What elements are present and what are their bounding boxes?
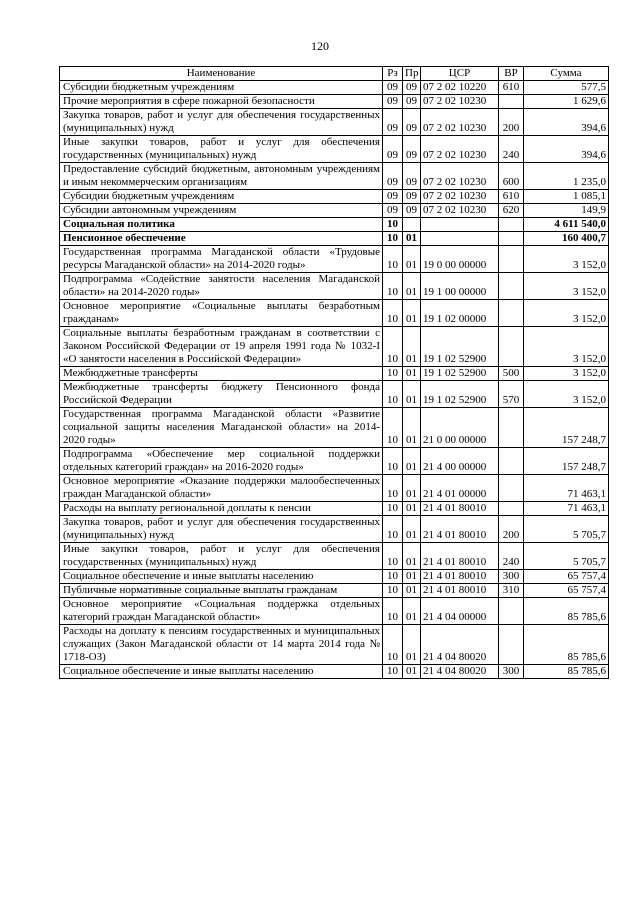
cell-rz: 10 (383, 367, 403, 381)
cell-name: Основное мероприятие «Социальная поддержка отдельных категорий граждан Магаданской области» (60, 598, 383, 625)
cell-csr: 19 1 02 52900 (421, 327, 499, 367)
cell-pr: 01 (403, 502, 421, 516)
cell-csr: 21 4 04 80020 (421, 665, 499, 679)
cell-vr: 610 (499, 190, 524, 204)
cell-vr (499, 300, 524, 327)
cell-csr: 19 1 02 52900 (421, 381, 499, 408)
cell-pr: 09 (403, 136, 421, 163)
cell-pr: 01 (403, 448, 421, 475)
cell-pr: 09 (403, 109, 421, 136)
cell-vr: 500 (499, 367, 524, 381)
cell-csr: 21 4 01 00000 (421, 475, 499, 502)
cell-name: Социальные выплаты безработным гражданам в соответствии с Законом Российской Федерации от 19 апреля 1991 года № 1032-I «О занятости населения в Российской Федерации» (60, 327, 383, 367)
cell-rz: 10 (383, 232, 403, 246)
cell-name: Прочие мероприятия в сфере пожарной безопасности (60, 95, 383, 109)
cell-vr: 200 (499, 109, 524, 136)
table-row (60, 665, 609, 679)
cell-vr (499, 232, 524, 246)
cell-csr: 19 1 00 00000 (421, 273, 499, 300)
cell-csr: 21 4 00 00000 (421, 448, 499, 475)
cell-name: Социальное обеспечение и иные выплаты населению (60, 665, 383, 679)
page-number: 120 (311, 39, 329, 53)
cell-vr (499, 408, 524, 448)
cell-name: Расходы на доплату к пенсиям государственных и муниципальных служащих (Закон Магаданской области от 14 марта 2014 года № 1718-ОЗ) (60, 625, 383, 665)
cell-pr: 01 (403, 665, 421, 679)
cell-rz: 09 (383, 190, 403, 204)
cell-name: Субсидии бюджетным учреждениям (60, 190, 383, 204)
cell-csr: 07 2 02 10230 (421, 204, 499, 218)
cell-pr: 01 (403, 367, 421, 381)
cell-rz: 10 (383, 448, 403, 475)
cell-pr: 01 (403, 475, 421, 502)
cell-csr: 07 2 02 10230 (421, 109, 499, 136)
cell-pr: 09 (403, 81, 421, 95)
cell-rz: 10 (383, 273, 403, 300)
cell-rz: 09 (383, 163, 403, 190)
table-row (60, 232, 609, 246)
header-csr: ЦСР (421, 67, 499, 81)
table-row (60, 475, 609, 502)
cell-csr: 21 0 00 00000 (421, 408, 499, 448)
cell-vr: 240 (499, 543, 524, 570)
cell-rz: 10 (383, 543, 403, 570)
cell-rz: 10 (383, 381, 403, 408)
cell-name: Государственная программа Магаданской области «Развитие социальной защиты населения Магаданской области» на 2014-2020 годы» (60, 408, 383, 448)
cell-sum: 3 152,0 (524, 367, 609, 381)
cell-rz: 10 (383, 327, 403, 367)
cell-sum: 3 152,0 (524, 273, 609, 300)
cell-name: Субсидии бюджетным учреждениям (60, 81, 383, 95)
cell-name: Государственная программа Магаданской области «Трудовые ресурсы Магаданской области» на 2014-2020 годы» (60, 246, 383, 273)
header-sum: Сумма (524, 67, 609, 81)
cell-name: Субсидии автономным учреждениям (60, 204, 383, 218)
cell-csr: 21 4 01 80010 (421, 502, 499, 516)
table-row (60, 246, 609, 273)
cell-sum: 4 611 540,0 (524, 218, 609, 232)
cell-vr (499, 475, 524, 502)
cell-vr (499, 502, 524, 516)
header-vr: ВР (499, 67, 524, 81)
cell-csr (421, 218, 499, 232)
cell-name: Иные закупки товаров, работ и услуг для обеспечения государственных (муниципальных) нужд (60, 136, 383, 163)
cell-rz: 10 (383, 570, 403, 584)
cell-rz: 10 (383, 516, 403, 543)
table-row (60, 218, 609, 232)
cell-rz: 10 (383, 246, 403, 273)
table-row (60, 625, 609, 665)
cell-sum: 3 152,0 (524, 381, 609, 408)
cell-csr: 21 4 01 80010 (421, 584, 499, 598)
cell-sum: 5 705,7 (524, 543, 609, 570)
header-name: Наименование (60, 67, 383, 81)
cell-pr: 09 (403, 163, 421, 190)
table-row (60, 381, 609, 408)
cell-sum: 65 757,4 (524, 570, 609, 584)
cell-csr: 07 2 02 10230 (421, 190, 499, 204)
cell-sum: 394,6 (524, 109, 609, 136)
cell-sum: 71 463,1 (524, 475, 609, 502)
cell-csr (421, 232, 499, 246)
cell-vr: 570 (499, 381, 524, 408)
table-row (60, 448, 609, 475)
cell-name: Межбюджетные трансферты бюджету Пенсионного фонда Российской Федерации (60, 381, 383, 408)
cell-name: Иные закупки товаров, работ и услуг для обеспечения государственных (муниципальных) нужд (60, 543, 383, 570)
cell-sum: 1 235,0 (524, 163, 609, 190)
cell-pr: 01 (403, 543, 421, 570)
cell-pr: 01 (403, 584, 421, 598)
cell-name: Подпрограмма «Содействие занятости населения Магаданской области» на 2014-2020 годы» (60, 273, 383, 300)
cell-rz: 09 (383, 109, 403, 136)
cell-vr: 620 (499, 204, 524, 218)
cell-rz: 10 (383, 408, 403, 448)
table-row (60, 367, 609, 381)
cell-sum: 65 757,4 (524, 584, 609, 598)
table-row (60, 570, 609, 584)
cell-vr (499, 327, 524, 367)
cell-vr: 300 (499, 665, 524, 679)
cell-pr: 09 (403, 204, 421, 218)
cell-sum: 85 785,6 (524, 625, 609, 665)
cell-rz: 10 (383, 300, 403, 327)
cell-sum: 71 463,1 (524, 502, 609, 516)
table-row (60, 190, 609, 204)
cell-vr: 310 (499, 584, 524, 598)
cell-sum: 1 629,6 (524, 95, 609, 109)
cell-pr: 01 (403, 300, 421, 327)
cell-vr (499, 598, 524, 625)
cell-vr: 200 (499, 516, 524, 543)
table-row (60, 327, 609, 367)
cell-sum: 157 248,7 (524, 448, 609, 475)
cell-pr (403, 218, 421, 232)
table-row (60, 598, 609, 625)
cell-name: Закупка товаров, работ и услуг для обеспечения государственных (муниципальных) нужд (60, 516, 383, 543)
cell-vr (499, 218, 524, 232)
cell-pr: 01 (403, 598, 421, 625)
table-row (60, 584, 609, 598)
cell-sum: 3 152,0 (524, 246, 609, 273)
cell-vr: 600 (499, 163, 524, 190)
cell-csr: 07 2 02 10230 (421, 95, 499, 109)
cell-rz: 10 (383, 584, 403, 598)
cell-rz: 10 (383, 218, 403, 232)
cell-sum: 1 085,1 (524, 190, 609, 204)
cell-name: Публичные нормативные социальные выплаты гражданам (60, 584, 383, 598)
cell-pr: 01 (403, 570, 421, 584)
cell-csr: 19 0 00 00000 (421, 246, 499, 273)
cell-csr: 19 1 02 00000 (421, 300, 499, 327)
cell-pr: 01 (403, 381, 421, 408)
table-row (60, 516, 609, 543)
cell-csr: 21 4 01 80010 (421, 516, 499, 543)
budget-table (59, 66, 609, 679)
cell-vr (499, 625, 524, 665)
cell-csr: 21 4 01 80010 (421, 570, 499, 584)
cell-name: Предоставление субсидий бюджетным, автономным учреждениям и иным некоммерческим организациям (60, 163, 383, 190)
table-row (60, 204, 609, 218)
table-body (60, 81, 609, 679)
cell-rz: 09 (383, 204, 403, 218)
table-row (60, 136, 609, 163)
header-rz: Рз (383, 67, 403, 81)
cell-sum: 149,9 (524, 204, 609, 218)
cell-rz: 10 (383, 625, 403, 665)
cell-csr: 21 4 04 80020 (421, 625, 499, 665)
cell-sum: 5 705,7 (524, 516, 609, 543)
cell-sum: 160 400,7 (524, 232, 609, 246)
cell-pr: 01 (403, 408, 421, 448)
cell-name: Социальное обеспечение и иные выплаты населению (60, 570, 383, 584)
cell-pr: 01 (403, 246, 421, 273)
cell-vr (499, 95, 524, 109)
cell-rz: 09 (383, 136, 403, 163)
cell-csr: 19 1 02 52900 (421, 367, 499, 381)
cell-sum: 3 152,0 (524, 300, 609, 327)
table-row (60, 95, 609, 109)
cell-name: Основное мероприятие «Оказание поддержки малообеспеченных граждан Магаданской области» (60, 475, 383, 502)
cell-vr: 610 (499, 81, 524, 95)
table-row (60, 81, 609, 95)
cell-name: Основное мероприятие «Социальные выплаты безработным гражданам» (60, 300, 383, 327)
cell-rz: 10 (383, 665, 403, 679)
cell-sum: 157 248,7 (524, 408, 609, 448)
cell-name: Межбюджетные трансферты (60, 367, 383, 381)
table-row (60, 109, 609, 136)
table-row (60, 543, 609, 570)
cell-sum: 85 785,6 (524, 665, 609, 679)
cell-rz: 09 (383, 95, 403, 109)
cell-vr (499, 273, 524, 300)
cell-pr: 01 (403, 232, 421, 246)
cell-sum: 85 785,6 (524, 598, 609, 625)
cell-sum: 3 152,0 (524, 327, 609, 367)
cell-name: Расходы на выплату региональной доплаты к пенсии (60, 502, 383, 516)
cell-pr: 01 (403, 625, 421, 665)
cell-sum: 394,6 (524, 136, 609, 163)
cell-csr: 21 4 01 80010 (421, 543, 499, 570)
cell-rz: 10 (383, 502, 403, 516)
cell-name: Подпрограмма «Обеспечение мер социальной поддержки отдельных категорий граждан» на 2016-2020 годы» (60, 448, 383, 475)
cell-csr: 07 2 02 10230 (421, 136, 499, 163)
table-row (60, 163, 609, 190)
cell-rz: 10 (383, 475, 403, 502)
cell-vr (499, 448, 524, 475)
cell-pr: 01 (403, 327, 421, 367)
table-header-row (60, 67, 609, 81)
cell-vr (499, 246, 524, 273)
cell-rz: 09 (383, 81, 403, 95)
table-row (60, 502, 609, 516)
cell-pr: 01 (403, 273, 421, 300)
cell-csr: 21 4 04 00000 (421, 598, 499, 625)
cell-csr: 07 2 02 10220 (421, 81, 499, 95)
cell-rz: 10 (383, 598, 403, 625)
table-row (60, 408, 609, 448)
cell-pr: 09 (403, 190, 421, 204)
table-row (60, 300, 609, 327)
table-row (60, 273, 609, 300)
cell-pr: 09 (403, 95, 421, 109)
header-pr: Пр (403, 67, 421, 81)
cell-name: Социальная политика (60, 218, 383, 232)
cell-name: Закупка товаров, работ и услуг для обеспечения государственных (муниципальных) нужд (60, 109, 383, 136)
cell-name: Пенсионное обеспечение (60, 232, 383, 246)
cell-csr: 07 2 02 10230 (421, 163, 499, 190)
cell-sum: 577,5 (524, 81, 609, 95)
cell-vr: 300 (499, 570, 524, 584)
cell-vr: 240 (499, 136, 524, 163)
cell-pr: 01 (403, 516, 421, 543)
